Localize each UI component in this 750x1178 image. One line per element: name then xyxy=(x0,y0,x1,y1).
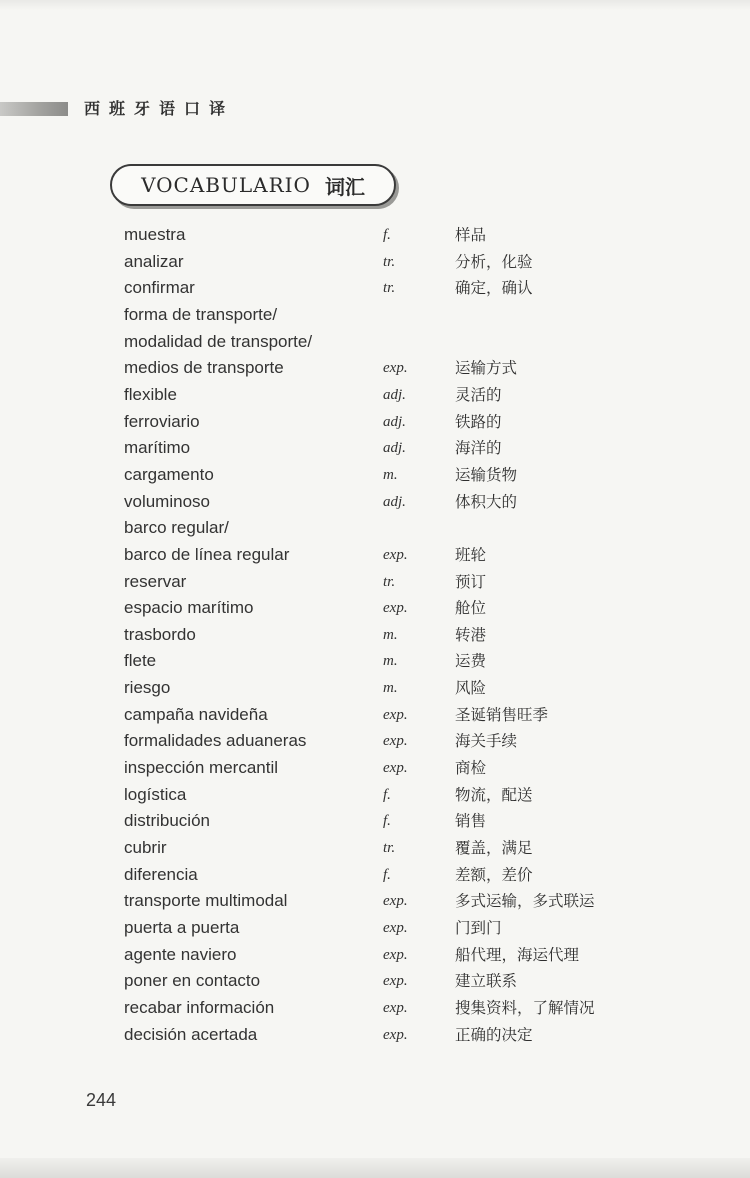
vocab-part-of-speech: exp. xyxy=(383,706,408,723)
vocab-entry xyxy=(0,649,750,673)
running-head: 西班牙语口译 xyxy=(84,99,235,118)
vocab-translation: 体积大的 xyxy=(455,492,518,511)
vocab-part-of-speech: f. xyxy=(383,866,391,883)
vocab-entry xyxy=(0,330,750,354)
vocab-term: flexible xyxy=(124,384,177,404)
header-decor-bar xyxy=(0,102,68,116)
vocab-term: agente naviero xyxy=(124,944,237,964)
vocab-translation: 海洋的 xyxy=(455,439,502,458)
vocab-entry xyxy=(0,410,750,434)
vocab-part-of-speech: adj. xyxy=(383,386,406,403)
vocab-term: inspección mercantil xyxy=(124,758,279,777)
vocab-entry xyxy=(0,703,750,727)
vocab-term: ferroviario xyxy=(124,411,200,431)
vocab-term: recabar información xyxy=(124,997,275,1017)
section-title-latin: VOCABULARIO xyxy=(141,173,311,197)
vocab-translation: 船代理，海运代理 xyxy=(455,945,580,964)
vocab-translation: 销售 xyxy=(455,812,487,831)
vocab-part-of-speech: tr. xyxy=(383,573,396,590)
vocab-term: logística xyxy=(124,784,187,804)
vocab-part-of-speech: adj. xyxy=(383,493,406,510)
vocab-part-of-speech: exp. xyxy=(383,999,408,1016)
vocab-translation: 舱位 xyxy=(455,599,487,618)
vocab-part-of-speech: exp. xyxy=(383,919,408,936)
vocab-translation: 班轮 xyxy=(455,545,487,564)
page-top-edge xyxy=(0,0,750,10)
vocab-translation: 多式运输，多式联运 xyxy=(455,892,595,911)
vocab-part-of-speech: m. xyxy=(383,680,398,696)
vocab-translation: 运输方式 xyxy=(455,359,518,378)
vocab-translation: 灵活的 xyxy=(455,385,502,404)
vocab-translation: 风险 xyxy=(455,679,487,697)
vocab-entry xyxy=(0,463,750,487)
vocab-entry xyxy=(0,729,750,753)
vocab-term: marítimo xyxy=(124,438,191,458)
vocab-entry xyxy=(0,516,750,540)
vocab-term: modalidad de transporte/ xyxy=(124,331,313,351)
vocab-translation: 物流，配送 xyxy=(455,785,533,804)
vocab-translation: 运费 xyxy=(455,652,487,671)
vocab-term: medios de transporte xyxy=(124,358,284,378)
vocab-term: barco regular/ xyxy=(124,518,229,538)
vocab-part-of-speech: exp. xyxy=(383,733,408,750)
vocab-term: cubrir xyxy=(124,837,167,857)
vocab-part-of-speech: exp. xyxy=(383,946,408,963)
vocab-entry xyxy=(0,543,750,567)
vocab-entry xyxy=(0,943,750,967)
vocab-term: campaña navideña xyxy=(124,704,268,724)
vocab-translation: 铁路的 xyxy=(455,412,502,431)
vocab-translation: 差额，差价 xyxy=(455,865,533,884)
vocab-entry xyxy=(0,223,750,247)
vocab-entry xyxy=(0,889,750,913)
vocab-entry xyxy=(0,996,750,1020)
vocab-part-of-speech: exp. xyxy=(383,546,408,563)
vocab-term: diferencia xyxy=(124,864,198,884)
vocab-term: forma de transporte/ xyxy=(124,304,278,324)
vocab-entry xyxy=(0,383,750,407)
vocab-part-of-speech: m. xyxy=(383,466,398,483)
vocab-entry xyxy=(0,596,750,620)
vocab-entry xyxy=(0,916,750,940)
vocab-entry xyxy=(0,570,750,594)
vocab-term: barco de línea regular xyxy=(124,544,290,564)
vocab-part-of-speech: exp. xyxy=(383,973,408,990)
vocab-term: voluminoso xyxy=(124,491,210,511)
vocab-part-of-speech: f. xyxy=(383,227,391,243)
vocab-entry xyxy=(0,356,750,380)
vocab-translation: 商检 xyxy=(455,759,487,777)
vocab-part-of-speech: exp. xyxy=(383,600,408,617)
vocab-entry xyxy=(0,863,750,887)
vocab-translation: 搜集资料，了解情况 xyxy=(455,998,595,1017)
vocab-term: analizar xyxy=(124,251,184,271)
vocab-term: distribución xyxy=(124,811,210,831)
vocab-translation: 正确的决定 xyxy=(455,1025,533,1044)
vocab-entry xyxy=(0,1023,750,1047)
vocab-translation: 确定，确认 xyxy=(455,279,533,298)
vocab-translation: 圣诞销售旺季 xyxy=(455,705,549,724)
vocab-term: transporte multimodal xyxy=(124,891,288,911)
vocab-part-of-speech: f. xyxy=(383,813,391,830)
vocab-term: riesgo xyxy=(124,678,171,697)
vocab-part-of-speech: adj. xyxy=(383,440,406,457)
vocab-entry xyxy=(0,676,750,700)
vocab-translation: 转港 xyxy=(455,625,487,644)
vocab-entry xyxy=(0,969,750,993)
page-bottom-edge xyxy=(0,1158,750,1178)
vocab-term: flete xyxy=(124,651,157,671)
vocab-part-of-speech: exp. xyxy=(383,1026,408,1043)
vocab-entry xyxy=(0,783,750,807)
vocab-term: puerta a puerta xyxy=(124,917,240,937)
vocab-entry xyxy=(0,623,750,647)
vocab-term: muestra xyxy=(124,225,186,244)
vocab-translation: 门到门 xyxy=(455,918,502,937)
page-number: 244 xyxy=(86,1090,117,1110)
vocab-entry xyxy=(0,276,750,300)
vocab-entry xyxy=(0,303,750,327)
vocab-part-of-speech: m. xyxy=(383,653,398,670)
section-title-badge xyxy=(110,164,396,206)
vocab-translation: 预订 xyxy=(455,572,487,591)
vocab-entry xyxy=(0,809,750,833)
vocab-part-of-speech: f. xyxy=(383,786,391,803)
vocab-translation: 分析，化验 xyxy=(455,252,533,271)
vocab-translation: 海关手续 xyxy=(455,732,518,751)
vocab-term: poner en contacto xyxy=(124,971,261,991)
vocab-translation: 建立联系 xyxy=(455,972,518,991)
vocab-part-of-speech: exp. xyxy=(383,760,408,776)
vocab-translation: 样品 xyxy=(455,226,487,244)
vocab-part-of-speech: adj. xyxy=(383,413,406,430)
vocab-translation: 运输货物 xyxy=(455,465,518,484)
vocab-part-of-speech: tr. xyxy=(383,253,396,270)
vocab-part-of-speech: tr. xyxy=(383,839,396,856)
vocab-part-of-speech: exp. xyxy=(383,893,408,910)
vocab-term: cargamento xyxy=(124,464,214,484)
vocab-entry xyxy=(0,436,750,460)
vocab-term: espacio marítimo xyxy=(124,598,254,618)
vocab-term: reservar xyxy=(124,571,187,591)
vocab-term: formalidades aduaneras xyxy=(124,731,307,751)
vocab-entry xyxy=(0,756,750,780)
vocab-entry xyxy=(0,836,750,860)
vocab-translation: 覆盖，满足 xyxy=(455,838,533,857)
vocab-term: confirmar xyxy=(124,278,195,298)
vocab-part-of-speech: tr. xyxy=(383,280,396,297)
vocab-part-of-speech: exp. xyxy=(383,360,408,377)
vocab-entry xyxy=(0,490,750,514)
vocab-term: trasbordo xyxy=(124,624,196,644)
vocab-term: decisión acertada xyxy=(124,1024,258,1044)
vocab-part-of-speech: m. xyxy=(383,626,398,643)
section-title-cjk: 词汇 xyxy=(324,174,365,199)
vocab-entry xyxy=(0,250,750,274)
